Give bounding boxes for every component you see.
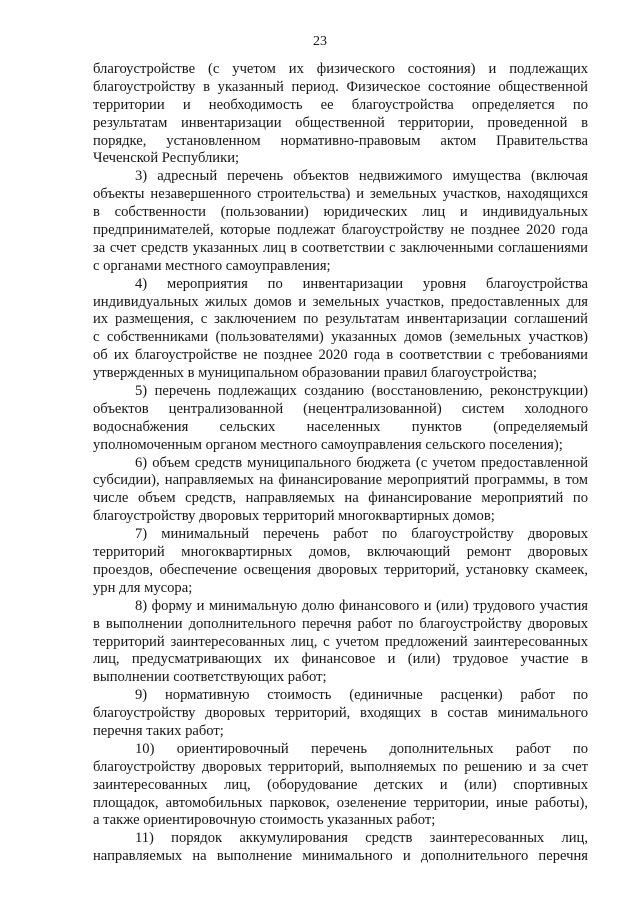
- text-line: 11) порядок аккумулирования средств заинтересованных лиц,: [135, 830, 588, 847]
- text-line: площадок, автомобильных парковок, озеленение территории, иные работы),: [93, 794, 588, 811]
- text-line: выполнении соответствующих работ;: [93, 669, 327, 686]
- text-line: 10) ориентировочный перечень дополнительных работ по: [135, 740, 588, 757]
- text-line: благоустройству дворовых территорий, входящих в состав минимального: [93, 705, 588, 722]
- text-line: объекты незавершенного строительства) и земельных участков, находящихся: [93, 186, 588, 203]
- text-line: уполномоченным органом местного самоуправления сельского поселения);: [93, 436, 563, 453]
- text-line: перечня таких работ;: [93, 722, 224, 739]
- text-line: объектов централизованной (нецентрализованной) систем холодного: [93, 400, 588, 417]
- text-line: водоснабжения сельских населенных пунктов (определяемый: [93, 418, 588, 435]
- text-line: результатам инвентаризации общественной территории, проведенной в: [93, 114, 588, 131]
- list-item-6: [93, 455, 588, 527]
- text-line: проездов, обеспечение освещения дворовых территорий, установку скамеек,: [93, 561, 588, 578]
- text-line: числе объем средств, направляемых на финансирование мероприятий по: [93, 490, 588, 507]
- text-line: заинтересованных лиц, (оборудование детских и (или) спортивных: [93, 776, 588, 793]
- list-item-9: [93, 687, 588, 741]
- list-item-3: [93, 168, 588, 275]
- text-line: 9) нормативную стоимость (единичные расценки) работ по: [135, 687, 588, 704]
- text-line: за счет средств указанных лиц в соответствии с заключенными соглашениями: [93, 239, 588, 256]
- text-line: утвержденных в муниципальном образовании правил благоустройства;: [93, 365, 537, 382]
- text-line: 4) мероприятия по инвентаризации уровня благоустройства: [135, 275, 588, 292]
- page-number: 23: [313, 34, 327, 49]
- text-line: в выполнении дополнительного перечня работ по благоустройству дворовых: [93, 615, 588, 632]
- text-line: территорий многоквартирных домов, включающий ремонт дворовых: [93, 544, 588, 561]
- text-line: 8) форму и минимальную долю финансового и (или) трудового участия: [135, 597, 588, 614]
- text-line: благоустройстве (с учетом их физического состояния) и подлежащих: [93, 61, 588, 77]
- list-item-10: [93, 741, 588, 830]
- list-item-11: [93, 830, 588, 866]
- text-line: лиц, предусматривающих их финансовое и (или) трудовое участие в: [93, 651, 588, 668]
- list-item-7: [93, 526, 588, 598]
- list-item-8: [93, 598, 588, 687]
- list-item-5: [93, 383, 588, 455]
- list-item-4: [93, 276, 588, 383]
- text-line: с органами местного самоуправления;: [93, 257, 331, 274]
- text-line: 5) перечень подлежащих созданию (восстановлению, реконструкции): [135, 383, 588, 400]
- text-line: с собственниками (пользователями) указанных домов (земельных участков): [93, 329, 588, 346]
- text-line: индивидуальных жилых домов и земельных участков, предоставленных для: [93, 293, 588, 310]
- text-line: благоустройству дворовых территорий многоквартирных домов;: [93, 508, 495, 525]
- text-line: 6) объем средств муниципального бюджета (с учетом предоставленной: [135, 454, 588, 471]
- text-line: благоустройству в указанный период. Физическое состояние общественной: [93, 78, 588, 95]
- text-line: Чеченской Республики;: [93, 150, 240, 167]
- text-line: территории и необходимость ее благоустройства определяется по: [93, 96, 588, 113]
- text-line: урн для мусора;: [93, 579, 193, 596]
- text-line: субсидии), направляемых на финансирование мероприятий программы, в том: [93, 472, 588, 489]
- text-line: направляемых на выполнение минимального и дополнительного перечня: [93, 848, 588, 865]
- text-line: 3) адресный перечень объектов недвижимого имущества (включая: [135, 168, 588, 185]
- text-line: их размещения, с заключением по результатам инвентаризации соглашений: [93, 311, 588, 328]
- text-line: предпринимателей, которые подлежат благоустройству не позднее 2020 года: [93, 222, 588, 239]
- text-line: 7) минимальный перечень работ по благоустройству дворовых: [135, 526, 588, 543]
- document-body: [93, 61, 588, 866]
- text-line: в собственности (пользовании) юридических лиц и индивидуальных: [93, 204, 588, 221]
- paragraph-continued: [93, 61, 588, 168]
- text-line: благоустройству дворовых территорий, выполняемых по решению и за счет: [93, 758, 588, 775]
- text-line: территорий заинтересованных лиц, с учетом предложений заинтересованных: [93, 633, 588, 650]
- text-line: а также ориентировочную стоимость указанных работ;: [93, 812, 436, 829]
- text-line: порядке, установленном нормативно-правовым актом Правительства: [93, 132, 588, 149]
- text-line: об их благоустройстве не позднее 2020 года в соответствии с требованиями: [93, 347, 588, 364]
